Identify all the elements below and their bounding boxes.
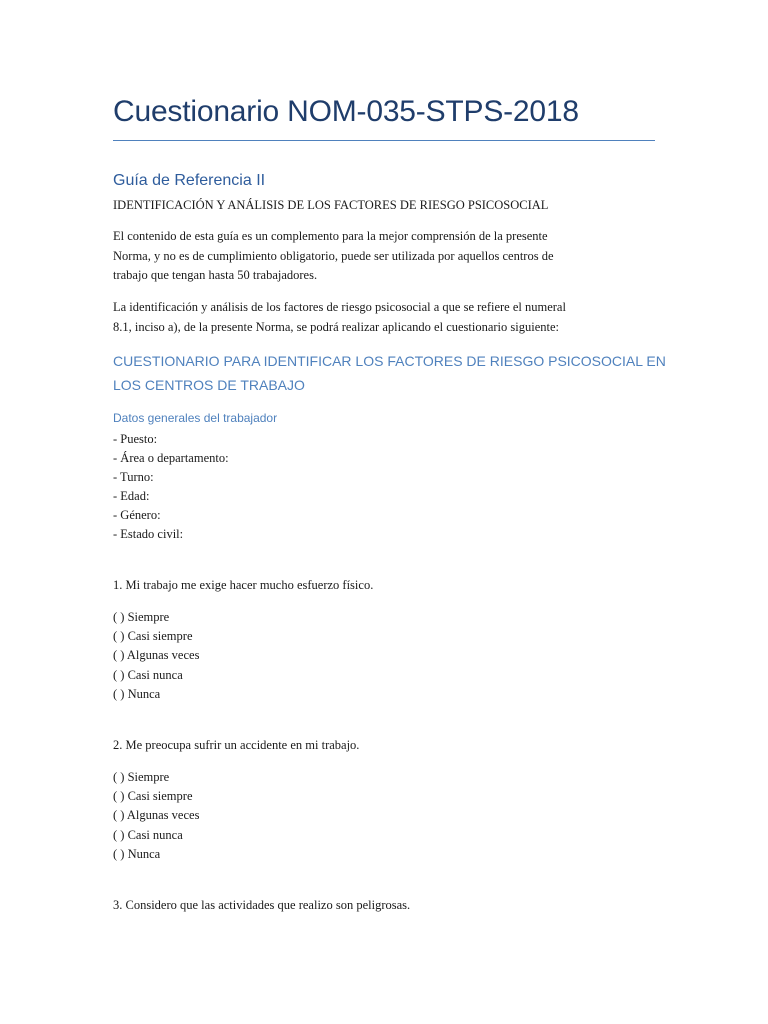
intro-paragraph-line: trabajo que tengan hasta 50 trabajadores. (113, 268, 318, 282)
option-nunca[interactable]: ( ) Nunca (113, 846, 161, 861)
option-siempre[interactable]: ( ) Siempre (113, 770, 170, 784)
instructions-paragraph-line: La identificación y análisis de los factores de riesgo psicosocial a que se refiere el numeral (113, 300, 566, 314)
questionnaire-heading-line: CUESTIONARIO PARA IDENTIFICAR LOS FACTORES DE RIESGO PSICOSOCIAL EN (113, 353, 666, 369)
general-data-field-age: - Edad: (113, 489, 150, 503)
intro-paragraph-line: Norma, y no es de cumplimiento obligatorio, puede ser utilizada por aquellos centros de (113, 248, 554, 263)
questionnaire-heading (113, 349, 666, 397)
instructions-paragraph (113, 298, 653, 337)
intro-paragraph (113, 227, 643, 286)
general-data-field-position: - Puesto: (113, 432, 158, 446)
question-1: 1. Mi trabajo me exige hacer mucho esfuerzo físico. (113, 578, 374, 592)
option-algunas-veces[interactable]: ( ) Algunas veces (113, 808, 200, 823)
option-casi-nunca[interactable]: ( ) Casi nunca (113, 667, 183, 682)
title-divider (113, 140, 655, 141)
option-casi-siempre[interactable]: ( ) Casi siempre (113, 789, 193, 804)
general-data-field-marital-status: - Estado civil: (113, 527, 184, 541)
option-siempre[interactable]: ( ) Siempre (113, 610, 170, 624)
instructions-paragraph-line: 8.1, inciso a), de la presente Norma, se podrá realizar aplicando el cuestionario siguiente: (113, 319, 560, 334)
document-title: Cuestionario NOM-035-STPS-2018 (113, 95, 579, 128)
question-1-options (113, 608, 199, 704)
general-data-list (113, 430, 229, 544)
option-nunca[interactable]: ( ) Nunca (113, 686, 161, 701)
general-data-field-gender: - Género: (113, 508, 161, 522)
option-casi-nunca[interactable]: ( ) Casi nunca (113, 827, 183, 842)
general-data-heading: Datos generales del trabajador (113, 411, 278, 425)
option-casi-siempre[interactable]: ( ) Casi siempre (113, 629, 193, 644)
general-data-field-area: - Área o departamento: (113, 451, 229, 465)
intro-paragraph-line: El contenido de esta guía es un complemento para la mejor comprensión de la presente (113, 229, 548, 243)
option-algunas-veces[interactable]: ( ) Algunas veces (113, 648, 200, 663)
question-3: 3. Considero que las actividades que realizo son peligrosas. (113, 898, 411, 912)
question-2: 2. Me preocupa sufrir un accidente en mi trabajo. (113, 738, 360, 752)
question-2-options (113, 768, 199, 864)
general-data-field-shift: - Turno: (113, 470, 154, 484)
guide-heading: Guía de Referencia II (113, 172, 266, 189)
guide-subtitle: IDENTIFICACIÓN Y ANÁLISIS DE LOS FACTORES DE RIESGO PSICOSOCIAL (113, 198, 549, 212)
questionnaire-heading-line: LOS CENTROS DE TRABAJO (113, 377, 305, 393)
